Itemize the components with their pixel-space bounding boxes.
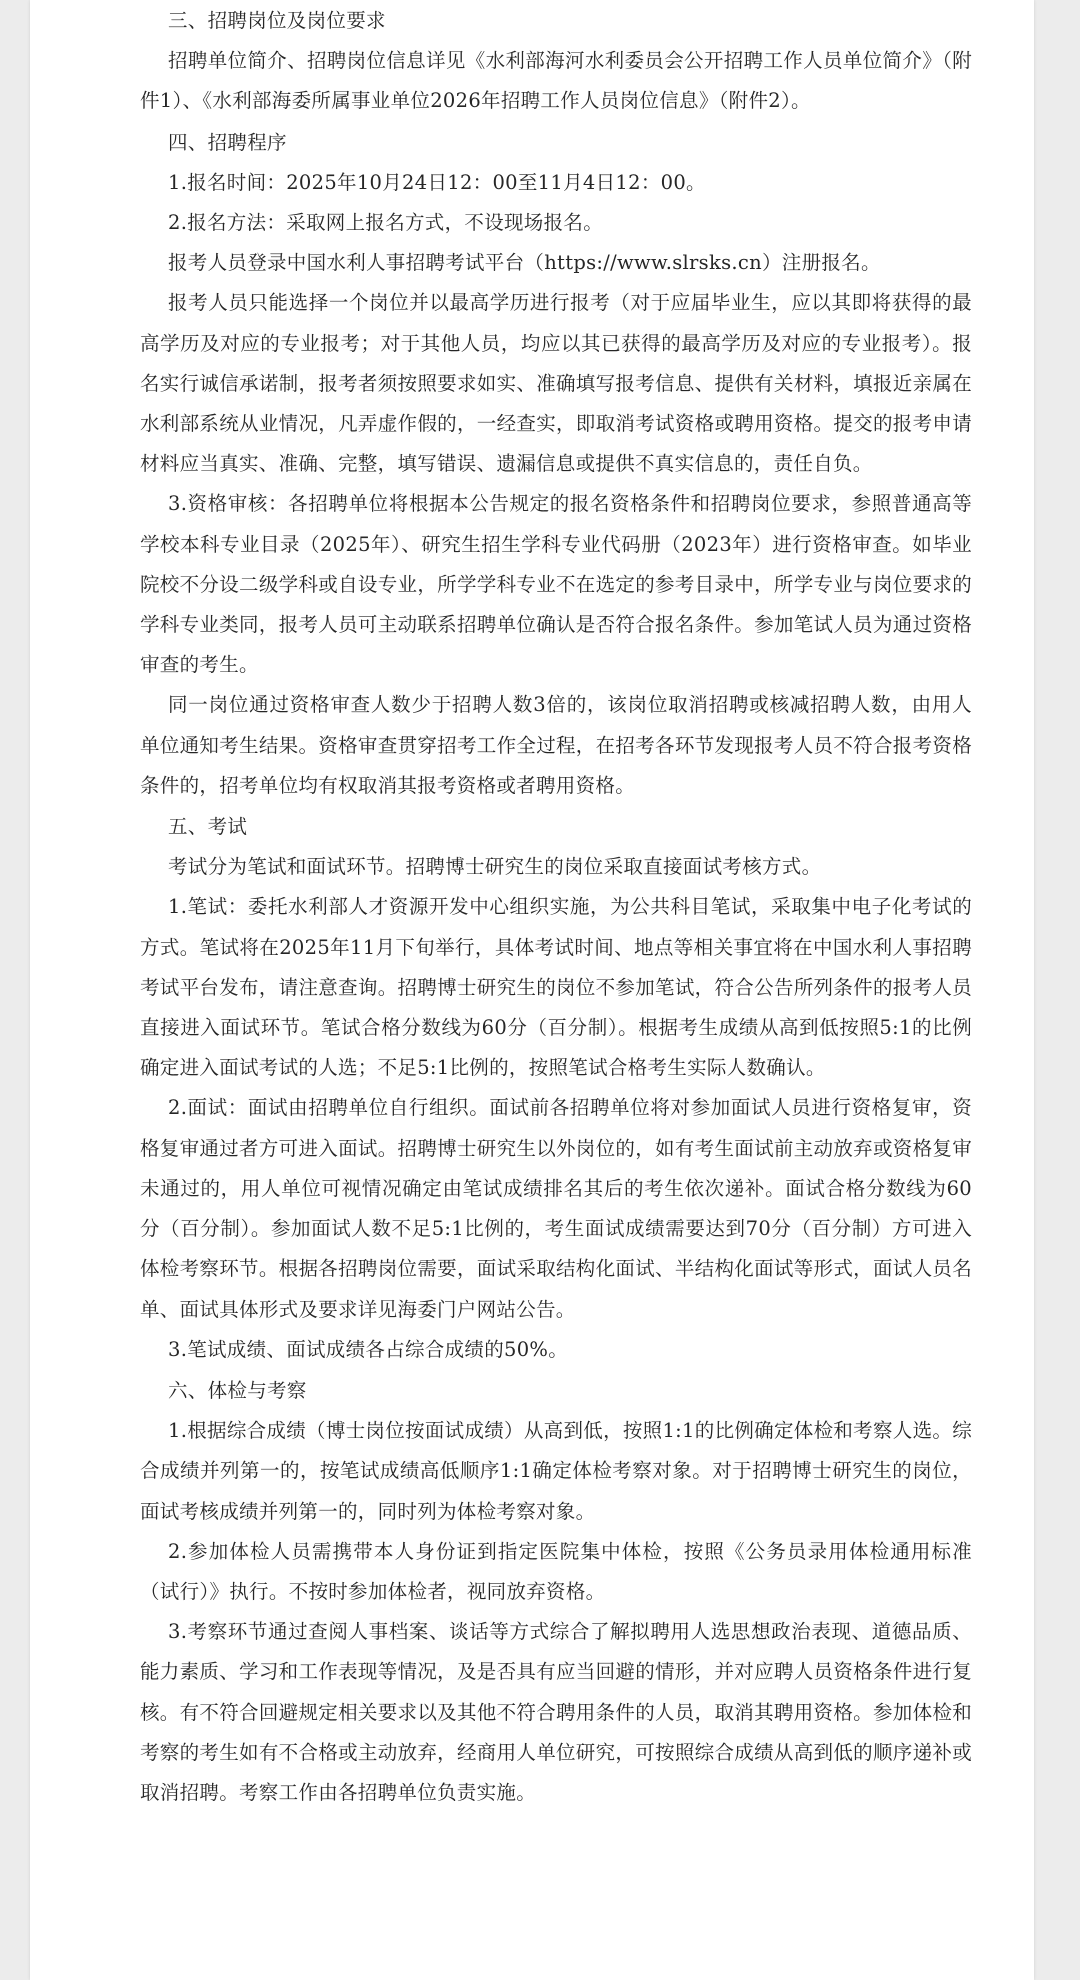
paragraph: 2.面试：面试由招聘单位自行组织。面试前各招聘单位将对参加面试人员进行资格复审，资格复审通过者方可进入面试。招聘博士研究生以外岗位的，如有考生面试前主动放弃或资格复审未通过的，用人单位可视情况确定由笔试成绩排名其后的考生依次递补。面试合格分数线为60分（百分制）。参加面试人数不足5:1比例的，考生面试成绩需要达到70分（百分制）方可进入体检考察环节。根据各招聘岗位需要，面试采取结构化面试、半结构化面试等形式，面试人员名单、面试具体形式及要求详见海委门户网站公告。	[140, 1096, 972, 1321]
paragraph: 1.根据综合成绩（博士岗位按面试成绩）从高到低，按照1:1的比例确定体检和考察人选。综合成绩并列第一的，按笔试成绩高低顺序1:1确定体检考察对象。对于招聘博士研究生的岗位，面试考核成绩并列第一的，同时列为体检考察对象。	[140, 1419, 972, 1523]
section-heading-6: 六、体检与考察	[168, 1378, 307, 1402]
paragraph: 2.报名方法：采取网上报名方式，不设现场报名。	[168, 211, 604, 235]
paragraph: 1.笔试：委托水利部人才资源开发中心组织实施，为公共科目笔试，采取集中电子化考试的方式。笔试将在2025年11月下旬举行，具体考试时间、地点等相关事宜将在中国水利人事招聘考试平台发布，请注意查询。招聘博士研究生的岗位不参加笔试，符合公告所列条件的报考人员直接进入面试环节。笔试合格分数线为60分（百分制）。根据考生成绩从高到低按照5:1的比例确定进入面试考试的人选；不足5:1比例的，按照笔试合格考生实际人数确认。	[140, 895, 972, 1080]
section-heading-5: 五、考试	[168, 815, 248, 839]
section-heading-3: 三、招聘岗位及岗位要求	[168, 9, 386, 32]
paragraph: 报考人员登录中国水利人事招聘考试平台（https://www.slrsks.cn）注册报名。	[168, 251, 881, 275]
paragraph: 招聘单位简介、招聘岗位信息详见《水利部海河水利委员会公开招聘工作人员单位简介》（附件1）、《水利部海委所属事业单位2026年招聘工作人员岗位信息》（附件2）。	[140, 49, 972, 113]
paragraph: 3.资格审核：各招聘单位将根据本公告规定的报名资格条件和招聘岗位要求，参照普通高等学校本科专业目录（2025年）、研究生招生学科专业代码册（2023年）进行资格审查。如毕业院校不分设二级学科或自设专业，所学学科专业不在选定的参考目录中，所学专业与岗位要求的学科专业类同，报考人员可主动联系招聘单位确认是否符合报名条件。参加笔试人员为通过资格审查的考生。	[140, 492, 972, 677]
paragraph: 2.参加体检人员需携带本人身份证到指定医院集中体检，按照《公务员录用体检通用标准（试行）》执行。不按时参加体检者，视同放弃资格。	[140, 1539, 972, 1603]
paragraph: 3.考察环节通过查阅人事档案、谈话等方式综合了解拟聘用人选思想政治表现、道德品质、能力素质、学习和工作表现等情况，及是否具有应当回避的情形，并对应聘人员资格条件进行复核。有不符合回避规定相关要求以及其他不符合聘用条件的人员，取消其聘用资格。参加体检和考察的考生如有不合格或主动放弃，经商用人单位研究，可按照综合成绩从高到低的顺序递补或取消招聘。考察工作由各招聘单位负责实施。	[140, 1620, 972, 1804]
paragraph: 考试分为笔试和面试环节。招聘博士研究生的岗位采取直接面试考核方式。	[168, 855, 822, 879]
paragraph: 同一岗位通过资格审查人数少于招聘人数3倍的，该岗位取消招聘或核减招聘人数，由用人单位通知考生结果。资格审查贯穿招考工作全过程，在招考各环节发现报考人员不符合报考资格条件的，招考单位均有权取消其报考资格或者聘用资格。	[140, 693, 972, 797]
document-body	[140, 0, 972, 1813]
paragraph: 3.笔试成绩、面试成绩各占综合成绩的50%。	[168, 1337, 569, 1361]
paragraph: 1.报名时间：2025年10月24日12：00至11月4日12：00。	[168, 170, 706, 194]
paragraph: 报考人员只能选择一个岗位并以最高学历进行报考（对于应届毕业生，应以其即将获得的最高学历及对应的专业报考；对于其他人员，均应以其已获得的最高学历及对应的专业报考）。报名实行诚信承诺制，报考者须按照要求如实、准确填写报考信息、提供有关材料，填报近亲属在水利部系统从业情况，凡弄虚作假的，一经查实，即取消考试资格或聘用资格。提交的报考申请材料应当真实、准确、完整，填写错误、遗漏信息或提供不真实信息的，责任自负。	[140, 291, 972, 476]
document-page	[30, 0, 1034, 1980]
section-heading-4: 四、招聘程序	[168, 130, 287, 154]
